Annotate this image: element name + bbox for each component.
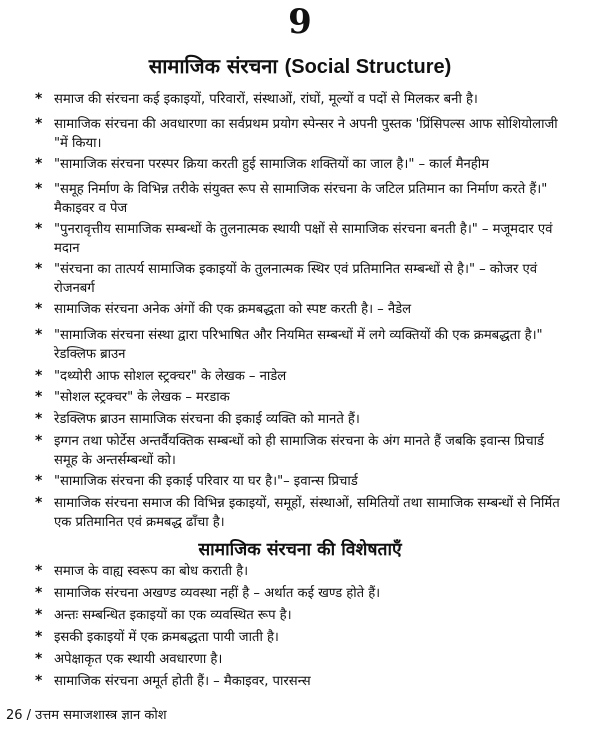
list-item: * "सामाजिक संरचना संस्था द्वारा परिभाषित और नियमित सम्बन्धों में लगे व्यक्तियों की एक क्रमबद्धता है।" रेडक्लिफ ब्राउन xyxy=(35,327,543,362)
list-item: * "संरचना का तात्पर्य सामाजिक इकाइयों के तुलनात्मक स्थिर एवं प्रतिमानित सम्बन्धों से है।" – कोजर एवं रोजनबर्ग xyxy=(35,261,538,296)
list-item: * "समूह निर्माण के विभिन्न तरीके संयुक्त रूप से सामाजिक संरचना के जटिल प्रतिमान का निर्माण करते हैं।" मैकाइवर व पेज xyxy=(35,181,548,216)
bullet-star-icon: * xyxy=(35,221,43,237)
bullet-star-icon: * xyxy=(35,327,43,343)
list-item: * सामाजिक संरचना अमूर्त होती हैं। – मैकाइवर, पारसन्स xyxy=(35,673,311,689)
bullet-star-icon: * xyxy=(35,301,43,317)
bullet-star-icon: * xyxy=(35,368,43,384)
list-item: * सामाजिक संरचना अनेक अंगों की एक क्रमबद्धता को स्पष्ट करती है। – नैडेल xyxy=(35,301,412,317)
bullet-star-icon: * xyxy=(35,389,43,405)
bullet-star-icon: * xyxy=(35,607,43,623)
bullet-star-icon: * xyxy=(35,116,43,132)
list-item: * सामाजिक संरचना अखण्ड व्यवस्था नहीं है – अर्थात कई खण्ड होते हैं। xyxy=(35,585,381,601)
bullet-star-icon: * xyxy=(35,91,43,107)
bullet-star-icon: * xyxy=(35,563,43,579)
bullet-star-icon: * xyxy=(35,585,43,601)
list-item: * इसकी इकाइयों में एक क्रमबद्धता पायी जाती है। xyxy=(35,629,279,645)
list-item: * "सोशल स्ट्रक्चर" के लेखक – मरडाक xyxy=(35,389,230,405)
list-item: * इग्गन तथा फोर्टेस अन्तर्वैयक्तिक सम्बन्धों को ही सामाजिक संरचना के अंग मानते हैं जबकि इवान्स प्रिचार्ड समूह के अन्तर्सम्बन्धों को। xyxy=(35,433,544,468)
page-footer: 26 / उत्तम समाजशास्त्र ज्ञान कोश xyxy=(6,708,167,723)
bullet-star-icon: * xyxy=(35,433,43,449)
bullet-star-icon: * xyxy=(35,495,43,511)
list-item: * "सामाजिक संरचना की इकाई परिवार या घर है।"– इवान्स प्रिचार्ड xyxy=(35,473,358,489)
list-item: * "दथ्योरी आफ सोशल स्ट्रक्चर" के लेखक – नाडेल xyxy=(35,368,287,384)
list-item: * सामाजिक संरचना समाज की विभिन्न इकाइयों, समूहों, संस्थाओं, समितियों तथा सामाजिक सम्बन्धों से निर्मित एक प्रतिमानित एवं क्रमबद्ध ढाँचा है। xyxy=(35,495,560,530)
list-item: * समाज के वाह्य स्वरूप का बोध कराती है। xyxy=(35,563,249,579)
list-item: * अपेक्षाकृत एक स्थायी अवधारणा है। xyxy=(35,651,223,667)
chapter-title-english: (Social Structure) xyxy=(284,56,452,78)
bullet-star-icon: * xyxy=(35,411,43,427)
list-item: * सामाजिक संरचना की अवधारणा का सर्वप्रथम प्रयोग स्पेन्सर ने अपनी पुस्तक 'प्रिंसिपल्स आफ सोशियोलाजी "में किया। xyxy=(35,116,558,151)
chapter-title-hindi: सामाजिक संरचना xyxy=(148,54,278,78)
bullet-star-icon: * xyxy=(35,156,43,172)
bullet-star-icon: * xyxy=(35,651,43,667)
list-item: * "पुनरावृत्तीय सामाजिक सम्बन्धों के तुलनात्मक स्थायी पक्षों से सामाजिक संरचना बनती है।" – मजूमदार एवं मदान xyxy=(35,221,553,256)
bullet-star-icon: * xyxy=(35,673,43,689)
list-item: * समाज की संरचना कई इकाइयों, परिवारों, संस्थाओं, रांघों, मूल्यों व पदों से मिलकर बनी है। xyxy=(35,91,478,107)
bullet-star-icon: * xyxy=(35,629,43,645)
list-item: * "सामाजिक संरचना परस्पर क्रिया करती हुई सामाजिक शक्तियों का जाल है।" – कार्ल मैनहीम xyxy=(35,156,490,172)
list-item: * अन्तः सम्बन्धित इकाइयों का एक व्यवस्थित रूप है। xyxy=(35,607,292,623)
bullet-star-icon: * xyxy=(35,181,43,197)
bullet-star-icon: * xyxy=(35,261,43,277)
bullet-star-icon: * xyxy=(35,473,43,489)
section-heading: सामाजिक संरचना की विशेषताएँ xyxy=(198,540,402,560)
chapter-title xyxy=(0,52,600,81)
list-item: * रेडक्लिफ ब्राउन सामाजिक संरचना की इकाई व्यक्ति को मानते हैं। xyxy=(35,411,360,427)
chapter-number: 9 xyxy=(288,2,312,42)
